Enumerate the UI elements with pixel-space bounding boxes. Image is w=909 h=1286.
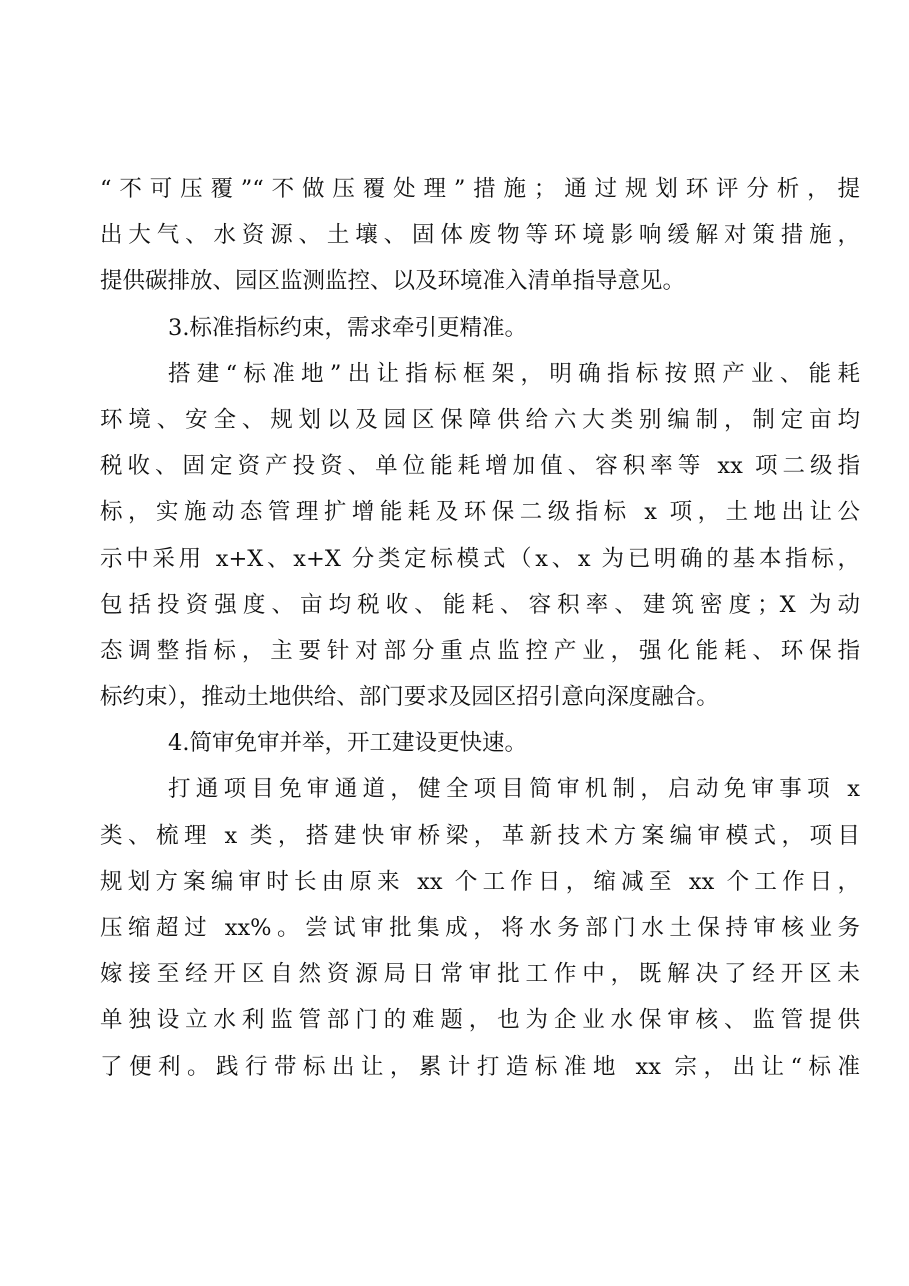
paragraph-line: 标，实施动态管理扩增能耗及环保二级指标 x 项，土地出让公 xyxy=(100,499,860,526)
paragraph-line: 态调整指标，主要针对部分重点监控产业，强化能耗、环保指 xyxy=(100,637,860,664)
paragraph-line: 打通项目免审通道，健全项目简审机制，启动免审事项 x xyxy=(168,776,860,803)
paragraph-line: 出大气、水资源、土壤、固体废物等环境影响缓解对策措施， xyxy=(100,222,860,249)
paragraph-line: 单独设立水利监管部门的难题，也为企业水保审核、监管提供 xyxy=(100,1007,860,1034)
document-body xyxy=(100,166,860,1090)
paragraph-line: 了便利。践行带标出让，累计打造标准地 xx 宗，出让“标准 xyxy=(100,1053,860,1080)
section-heading-4: 4.简审免审并举，开工建设更快速。 xyxy=(168,730,527,757)
paragraph-line: 环境、安全、规划以及园区保障供给六大类别编制，制定亩均 xyxy=(100,406,860,433)
section-heading-3: 3.标准指标约束，需求牵引更精准。 xyxy=(168,314,527,341)
paragraph-line: 包括投资强度、亩均税收、能耗、容积率、建筑密度；X 为动 xyxy=(100,591,860,618)
paragraph-line: 示中采用 x+X、x+X 分类定标模式（x、x 为已明确的基本指标， xyxy=(100,545,860,572)
paragraph-line: 规划方案编审时长由原来 xx 个工作日，缩减至 xx 个工作日， xyxy=(100,868,860,895)
paragraph-line: 税收、固定资产投资、单位能耗增加值、容积率等 xx 项二级指 xyxy=(100,453,860,480)
paragraph-line: 嫁接至经开区自然资源局日常审批工作中，既解决了经开区未 xyxy=(100,961,860,988)
paragraph-line: 类、梳理 x 类，搭建快审桥梁，革新技术方案编审模式，项目 xyxy=(100,822,860,849)
paragraph-line: 提供碳排放、园区监测监控、以及环境准入清单指导意见。 xyxy=(100,268,686,295)
paragraph-line: 压缩超过 xx%。尝试审批集成，将水务部门水土保持审核业务 xyxy=(100,915,860,941)
paragraph-line: “不可压覆”“不做压覆处理”措施；通过规划环评分析，提 xyxy=(100,176,860,202)
paragraph-line: 标约束），推动土地供给、部门要求及园区招引意向深度融合。 xyxy=(100,684,719,711)
paragraph-line: 搭建“标准地”出让指标框架，明确指标按照产业、能耗 xyxy=(168,360,860,387)
